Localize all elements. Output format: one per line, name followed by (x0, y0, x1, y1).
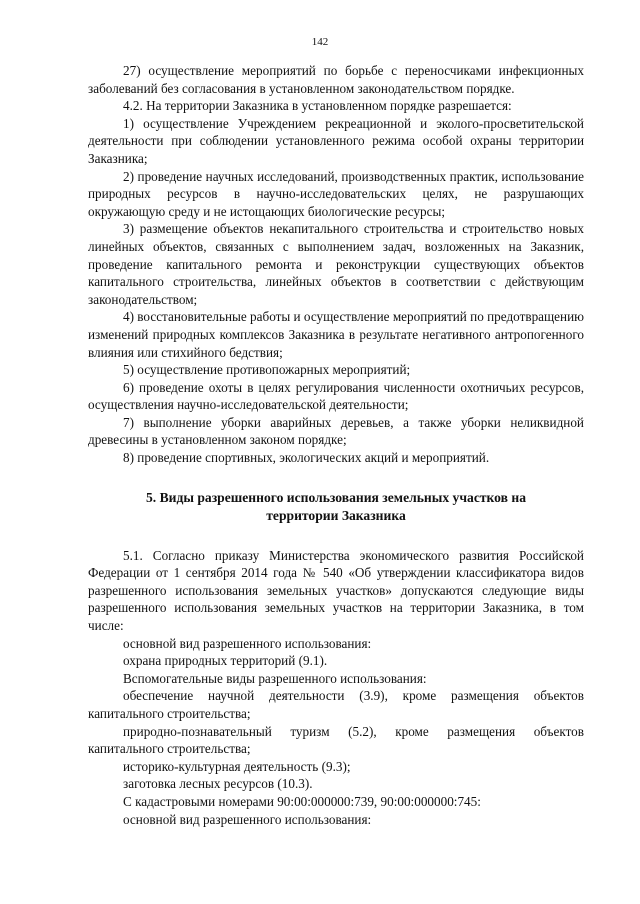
paragraph: 7) выполнение уборки аварийных деревьев, а также уборки неликвидной древесины в установленном законом порядке; (88, 414, 584, 448)
page-number: 142 (311, 36, 329, 48)
document-body (88, 62, 584, 828)
section-heading-line: территории Заказника (266, 507, 406, 523)
paragraph: охрана природных территорий (9.1). (123, 653, 328, 669)
paragraph: основной вид разрешенного использования: (123, 811, 372, 827)
paragraph: 2) проведение научных исследований, производственных практик, использование природных ресурсов в научно-исследовательских целях, не разрушающих окружающую среду и не истощающих биологические ресурсы; (88, 168, 584, 219)
paragraph: природно-познавательный туризм (5.2), кроме размещения объектов капитального строительства; (88, 723, 584, 757)
paragraph: 4) восстановительные работы и осуществление мероприятий по предотвращению изменений природных комплексов Заказника в результате негативного антропогенного влияния или стихийного бедствия; (88, 309, 584, 360)
paragraph: 5) осуществление противопожарных мероприятий; (123, 362, 411, 378)
section-heading (88, 489, 584, 525)
paragraph: 8) проведение спортивных, экологических акций и мероприятий. (123, 450, 490, 466)
paragraph: историко-культурная деятельность (9.3); (123, 758, 351, 774)
paragraph: заготовка лесных ресурсов (10.3). (123, 776, 313, 792)
paragraph: 5.1. Согласно приказу Министерства экономического развития Российской Федерации от 1 сентября 2014 года № 540 «Об утверждении классификатора видов разрешенного использования земельных участков» допускаются следующие виды разрешенного использования земельных участков на территории Заказника, в том числе: (88, 547, 584, 634)
paragraph: 27) осуществление мероприятий по борьбе с переносчиками инфекционных заболеваний без согласования в установленном законодательством порядке. (88, 63, 584, 96)
paragraph: обеспечение научной деятельности (3.9), кроме размещения объектов капитального строительства; (88, 688, 584, 721)
paragraph: 4.2. На территории Заказника в установленном порядке разрешается: (123, 98, 512, 114)
paragraph: 6) проведение охоты в целях регулирования численности охотничьих ресурсов, осуществления научно-исследовательской деятельности; (88, 379, 584, 413)
paragraph: С кадастровыми номерами 90:00:000000:739, 90:00:000000:745: (123, 793, 481, 809)
paragraph: Вспомогательные виды разрешенного использования: (123, 670, 427, 686)
paragraph: основной вид разрешенного использования: (123, 635, 372, 651)
section-heading-line: 5. Виды разрешенного использования земельных участков на (145, 489, 527, 505)
paragraph: 3) размещение объектов некапитального строительства и строительство новых линейных объектов, связанных с выполнением задач, возложенных на Заказник, проведение капитального ремонта и реконструкции существующих объектов капитального строительства, линейных объектов в соответствии с действующим законодательством; (88, 221, 584, 307)
paragraph: 1) осуществление Учреждением рекреационной и эколого-просветительской деятельности при соблюдении установленного режима особой охраны территории Заказника; (88, 115, 584, 166)
